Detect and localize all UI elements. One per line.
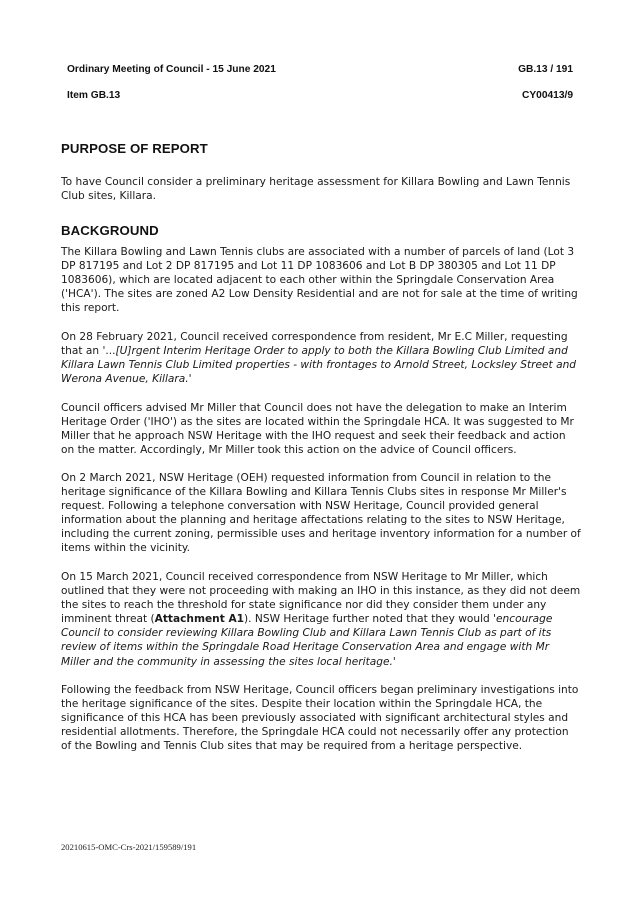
document-id-footer: 20210615-OMC-Crs-2021/159589/191 xyxy=(61,842,197,852)
purpose-heading: PURPOSE OF REPORT xyxy=(61,141,208,156)
attachment-a1-reference: Attachment A1 xyxy=(154,613,245,626)
background-paragraph-1: The Killara Bowling and Lawn Tennis clubs are associated with a number of parcels of land (Lot 3 DP 817195 and Lot 2 DP 817195 and Lot 11 DP 1083606 and Lot B DP 380305 and Lot 11 DP 1083606), which are located adjacent to each other within the Springdale Conservation Area ('HCA'). The sites are zoned A2 Low Density Residential and are not for sale at the time of writing this report. xyxy=(61,246,578,315)
paragraph-2-text: On 28 February 2021, Council received correspondence from resident, Mr E.C Miller, requesting that an '... xyxy=(61,331,568,358)
miller-request-quote: [U]rgent Interim Heritage Order to apply to both the Killara Bowling Club Limited and Killara Lawn Tennis Club Limited properties - with frontages to Arnold Street, Locksley Street and Werona Avenue, Killara. xyxy=(61,345,577,386)
paragraph-5-end: ' xyxy=(392,655,396,668)
background-paragraph-2 xyxy=(61,330,581,386)
background-paragraph-3: Council officers advised Mr Miller that Council does not have the delegation to make an Interim Heritage Order ('IHO') as the sites are located within the Springdale HCA. It was suggested to Mr Miller that he approach NSW Heritage with the IHO request and seek their feedback and action on the matter. Accordingly, Mr Miller took this action on the advice of Council officers. xyxy=(61,402,574,457)
paragraph-5-middle: ). NSW Heritage further noted that they would ' xyxy=(244,613,497,626)
page-reference: GB.13 / 191 xyxy=(518,64,573,75)
background-paragraph-5 xyxy=(61,570,581,669)
background-paragraph-6: Following the feedback from NSW Heritage, Council officers began preliminary investigations into the heritage significance of the sites. Despite their location within the Springdale HCA, the significance of this HCA has been previously associated with significant architectural styles and residential allotments. Therefore, the Springdale HCA could not necessarily offer any protection of the Bowling and Tennis Club sites that may be required from a heritage perspective. xyxy=(61,684,579,753)
file-reference: CY00413/9 xyxy=(522,90,573,101)
background-paragraph-4: On 2 March 2021, NSW Heritage (OEH) requested information from Council in relation to the heritage significance of the Killara Bowling and Killara Tennis Clubs sites in response Mr Miller's request. Following a telephone conversation with NSW Heritage, Council provided general information about the planning and heritage affectations relating to the sites to NSW Heritage, including the current zoning, permissible uses and heritage inventory information for a number of items within the vicinity. xyxy=(61,472,581,555)
paragraph-5-text: On 15 March 2021, Council received correspondence from NSW Heritage to Mr Miller, which outlined that they were not proceeding with making an IHO in this instance, as they did not deem the sites to reach the threshold for state significance nor did they consider them under any imminent threat ( xyxy=(61,571,581,626)
item-number: Item GB.13 xyxy=(67,90,121,101)
purpose-paragraph: To have Council consider a preliminary heritage assessment for Killara Bowling and Lawn Tennis Club sites, Killara. xyxy=(61,176,571,203)
background-heading: BACKGROUND xyxy=(61,223,159,238)
nsw-heritage-quote: encourage Council to consider reviewing Killara Bowling Club and Killara Lawn Tennis Club as part of its review of items within the Springdale Road Heritage Conservation Area and engage with Mr Miller and the community in assessing the sites local heritage. xyxy=(61,613,553,668)
meeting-title: Ordinary Meeting of Council - 15 June 2021 xyxy=(67,64,276,75)
paragraph-2-end: ' xyxy=(188,373,192,386)
